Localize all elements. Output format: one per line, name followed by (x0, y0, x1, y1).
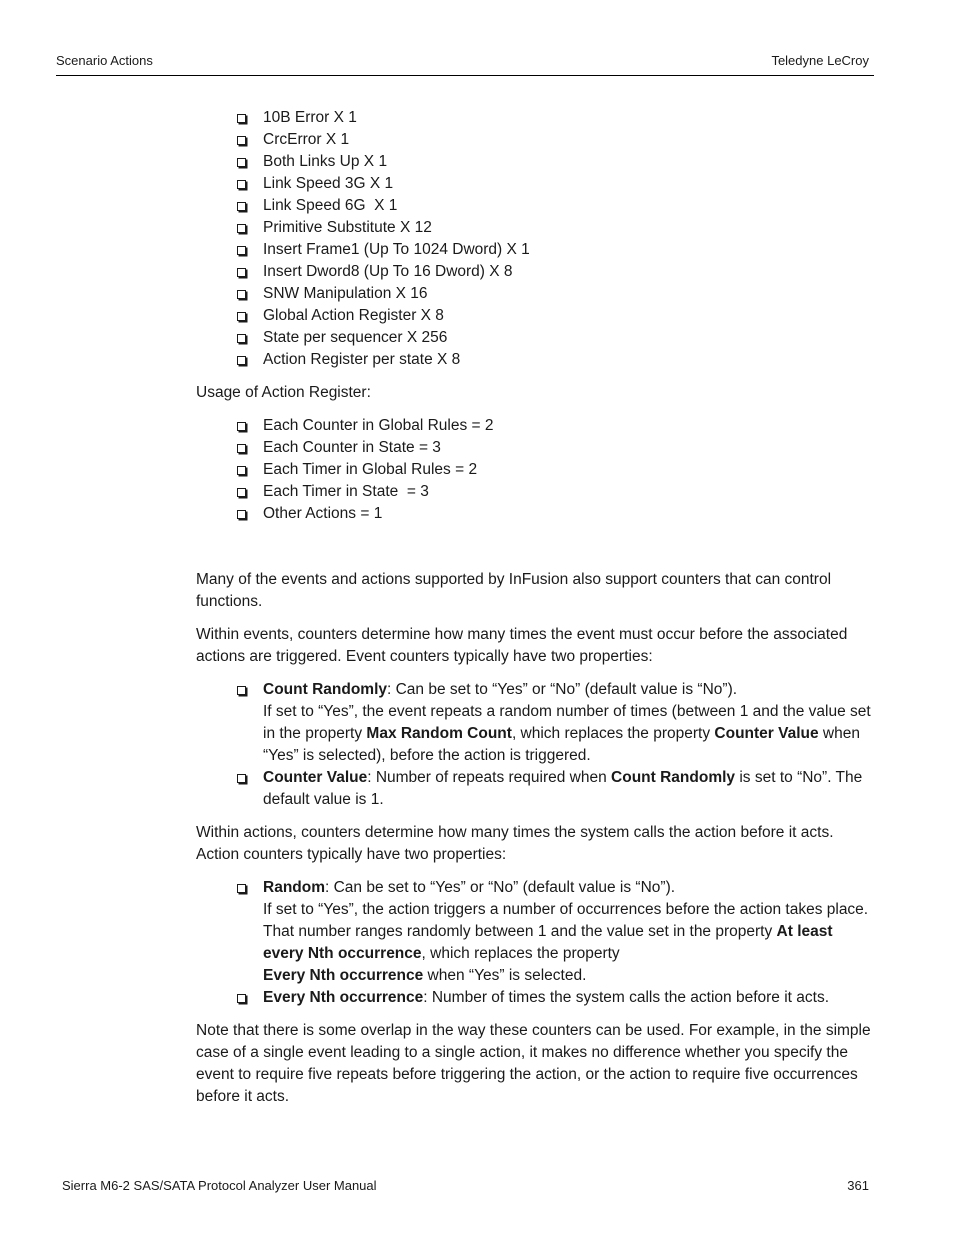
list-item: Each Counter in Global Rules = 2 (237, 415, 872, 437)
checkbox-bullet-icon (237, 994, 246, 1003)
page-number: 361 (847, 1178, 869, 1193)
checkbox-bullet-icon (237, 510, 246, 519)
list-item: Random: Can be set to “Yes” or “No” (default value is “No”). If set to “Yes”, the action triggers a number of occurrences before the action takes place. That number ranges randomly between 1 and the value set in the property At least every Nth occurrence, which replaces the property Every Nth occurrence when “Yes” is selected. (237, 877, 872, 987)
checkbox-bullet-icon (237, 268, 246, 277)
checkbox-bullet-icon (237, 686, 246, 695)
checkbox-bullet-icon (237, 224, 246, 233)
list-item: Link Speed 6G X 1 (237, 195, 872, 217)
checkbox-bullet-icon (237, 246, 246, 255)
header-divider (56, 75, 874, 76)
list-item: Insert Dword8 (Up To 16 Dword) X 8 (237, 261, 872, 283)
paragraph-counters-intro: Many of the events and actions supported by InFusion also support counters that can control functions. (196, 571, 832, 610)
paragraph-overlap-note: Note that there is some overlap in the way these counters can be used. For example, in the simple case of a single event leading to a single action, it makes no difference whether you specify the event to require five repeats before triggering the action, or the action to require five occurrences before it acts. (196, 1022, 871, 1105)
checkbox-bullet-icon (237, 202, 246, 211)
header-company: Teledyne LeCroy (771, 53, 869, 68)
list-item: Other Actions = 1 (237, 503, 872, 525)
footer-manual-title: Sierra M6-2 SAS/SATA Protocol Analyzer User Manual (62, 1178, 377, 1193)
list-item: Every Nth occurrence: Number of times the system calls the action before it acts. (237, 987, 872, 1009)
list-item: Insert Frame1 (Up To 1024 Dword) X 1 (237, 239, 872, 261)
list-item: Primitive Substitute X 12 (237, 217, 872, 239)
checkbox-bullet-icon (237, 488, 246, 497)
page-body (196, 107, 872, 1108)
list-item: Global Action Register X 8 (237, 305, 872, 327)
list-item: Each Timer in Global Rules = 2 (237, 459, 872, 481)
checkbox-bullet-icon (237, 136, 246, 145)
resource-list (196, 107, 872, 371)
checkbox-bullet-icon (237, 884, 246, 893)
list-item: 10B Error X 1 (237, 107, 872, 129)
list-item: Counter Value: Number of repeats required when Count Randomly is set to “No”. The default value is 1. (237, 767, 872, 811)
checkbox-bullet-icon (237, 466, 246, 475)
paragraph-event-counters: Within events, counters determine how many times the event must occur before the associated actions are triggered. Event counters typically have two properties: (196, 626, 848, 665)
checkbox-bullet-icon (237, 312, 246, 321)
list-item: Each Counter in State = 3 (237, 437, 872, 459)
checkbox-bullet-icon (237, 114, 246, 123)
usage-heading: Usage of Action Register: (196, 384, 371, 401)
list-item: Action Register per state X 8 (237, 349, 872, 371)
paragraph-action-counters: Within actions, counters determine how many times the system calls the action before it acts. Action counters typically have two properties: (196, 824, 834, 863)
checkbox-bullet-icon (237, 180, 246, 189)
event-properties-list (196, 679, 872, 811)
checkbox-bullet-icon (237, 158, 246, 167)
list-item: CrcError X 1 (237, 129, 872, 151)
list-item: State per sequencer X 256 (237, 327, 872, 349)
usage-list (196, 415, 872, 525)
checkbox-bullet-icon (237, 334, 246, 343)
checkbox-bullet-icon (237, 290, 246, 299)
list-item: Count Randomly: Can be set to “Yes” or “No” (default value is “No”). If set to “Yes”, the event repeats a random number of times (between 1 and the value set in the property Max Random Count, which replaces the property Counter Value when “Yes” is selected), before the action is triggered. (237, 679, 872, 767)
checkbox-bullet-icon (237, 422, 246, 431)
checkbox-bullet-icon (237, 356, 246, 365)
list-item: Both Links Up X 1 (237, 151, 872, 173)
checkbox-bullet-icon (237, 444, 246, 453)
list-item: SNW Manipulation X 16 (237, 283, 872, 305)
list-item: Link Speed 3G X 1 (237, 173, 872, 195)
list-item: Each Timer in State = 3 (237, 481, 872, 503)
action-properties-list (196, 877, 872, 1009)
header-section-title: Scenario Actions (56, 53, 153, 68)
checkbox-bullet-icon (237, 774, 246, 783)
